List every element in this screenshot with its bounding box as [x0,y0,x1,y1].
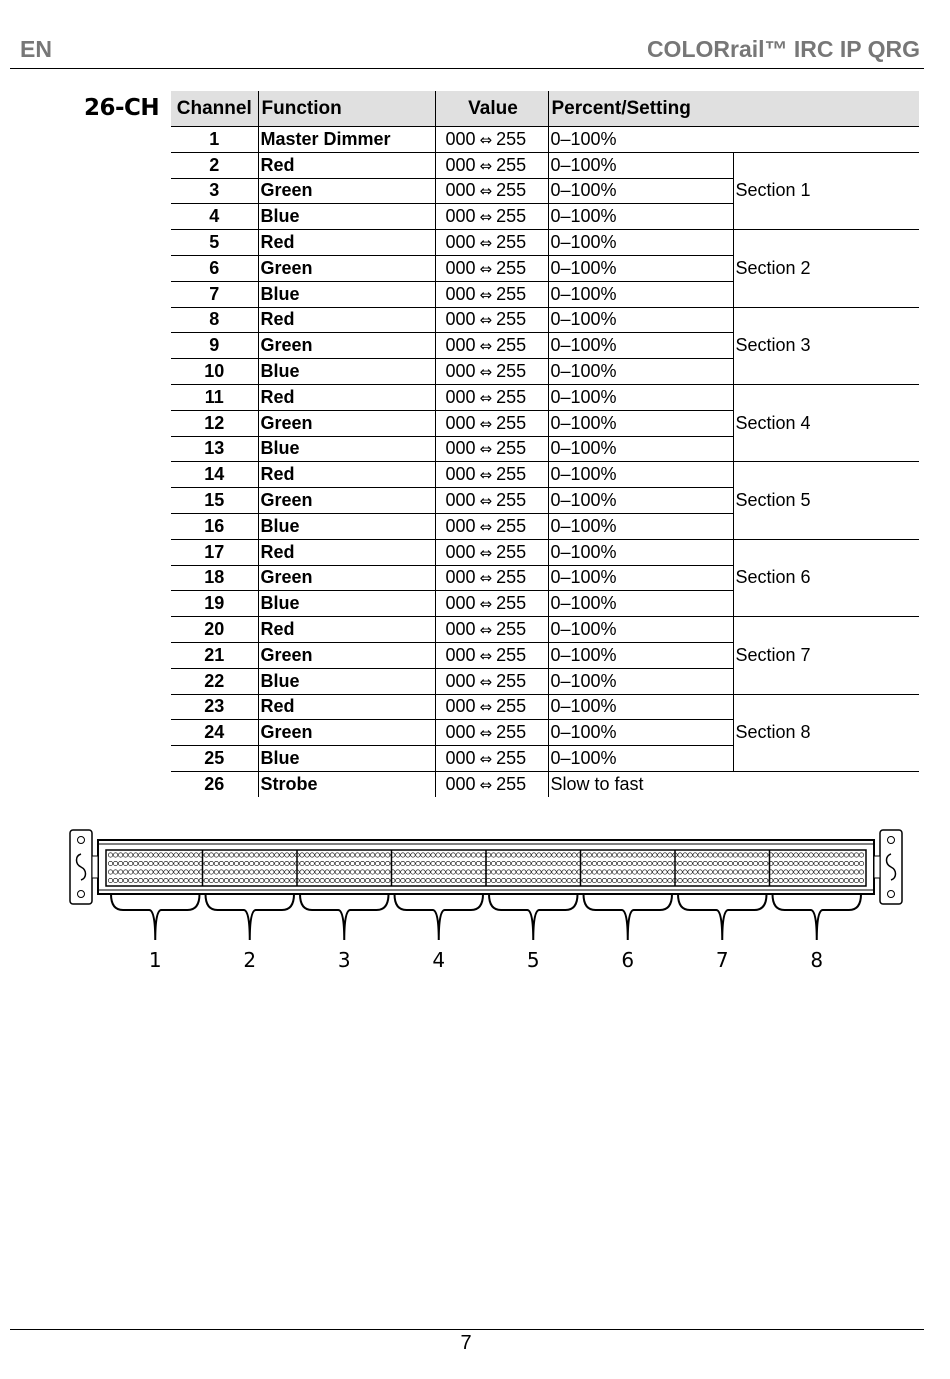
value-to: 255 [496,386,527,407]
percent-setting: 0–100% [548,462,733,488]
value-range [435,694,548,720]
value-range [435,462,548,488]
section-label: Section 3 [733,307,919,384]
section-brace [678,894,767,940]
section-number: 1 [148,948,162,972]
header-divider [10,68,924,69]
value-from: 000 [445,515,476,536]
value-from: 000 [445,490,476,511]
table-body [171,127,919,797]
channel-function: Blue [258,746,435,772]
double-arrow-icon: ⇔ [479,646,493,665]
value-from: 000 [445,412,476,433]
percent-setting: 0–100% [548,359,733,385]
double-arrow-icon: ⇔ [479,595,493,614]
channel-number: 13 [171,436,258,462]
double-arrow-icon: ⇔ [479,569,493,588]
percent-setting: 0–100% [548,668,733,694]
right-mounting-bracket [874,830,902,904]
table-row [171,462,919,488]
channel-number: 26 [171,771,258,796]
percent-setting: 0–100% [548,591,733,617]
percent-setting: Slow to fast [550,773,644,794]
value-from: 000 [445,464,476,485]
value-to: 255 [496,464,527,485]
channel-function: Blue [258,281,435,307]
percent-setting: 0–100% [548,230,733,256]
value-to: 255 [496,180,527,201]
value-to: 255 [496,309,527,330]
value-range [435,152,548,178]
channel-number: 22 [171,668,258,694]
channel-number: 19 [171,591,258,617]
value-to: 255 [496,773,527,794]
table-row [171,539,919,565]
value-to: 255 [496,748,527,769]
table-row [171,152,919,178]
value-from: 000 [445,361,476,382]
value-range [435,720,548,746]
percent-setting: 0–100% [548,720,733,746]
value-range [435,178,548,204]
section-brace [584,894,673,940]
fixture-section-diagram [66,822,908,982]
value-to: 255 [496,154,527,175]
section-number: 6 [621,948,635,972]
section-brace [773,894,862,940]
value-range [435,436,548,462]
percent-setting: 0–100% [548,178,733,204]
channel-function: Red [258,152,435,178]
value-to: 255 [496,593,527,614]
channel-function: Red [258,539,435,565]
table-row [171,617,919,643]
value-from: 000 [445,670,476,691]
section-label: Section 6 [733,539,919,616]
percent-setting: 0–100% [548,281,733,307]
value-range [435,513,548,539]
channel-number: 20 [171,617,258,643]
percent-setting: 0–100% [548,642,733,668]
percent-setting: 0–100% [548,204,733,230]
double-arrow-icon: ⇔ [479,388,493,407]
value-range [435,488,548,514]
double-arrow-icon: ⇔ [479,750,493,769]
section-label: Section 7 [733,617,919,694]
section-label: Section 4 [733,384,919,461]
percent-setting: 0–100% [548,565,733,591]
table-row [171,127,919,153]
section-label: Section 2 [733,230,919,307]
value-range [435,127,548,153]
double-arrow-icon: ⇔ [479,182,493,201]
percent-setting: 0–100% [548,513,733,539]
channel-function: Blue [258,668,435,694]
value-range [435,617,548,643]
section-brace [395,894,484,940]
value-from: 000 [445,722,476,743]
channel-number: 10 [171,359,258,385]
channel-number: 23 [171,694,258,720]
channel-number: 18 [171,565,258,591]
value-to: 255 [496,128,527,149]
channel-function: Green [258,333,435,359]
value-from: 000 [445,335,476,356]
channel-number: 3 [171,178,258,204]
value-from: 000 [445,593,476,614]
value-range [435,281,548,307]
double-arrow-icon: ⇔ [479,698,493,717]
double-arrow-icon: ⇔ [479,517,493,536]
double-arrow-icon: ⇔ [479,543,493,562]
double-arrow-icon: ⇔ [479,234,493,253]
channel-number: 24 [171,720,258,746]
table-row [171,307,919,333]
section-number: 2 [243,948,257,972]
value-to: 255 [496,438,527,459]
percent-setting: 0–100% [548,746,733,772]
table-header-row [171,91,919,127]
value-from: 000 [445,748,476,769]
channel-number: 15 [171,488,258,514]
section-number: 3 [337,948,351,972]
section-label: Section 5 [733,462,919,539]
percent-setting: 0–100% [548,152,733,178]
channel-function: Blue [258,591,435,617]
value-range [435,204,548,230]
value-to: 255 [496,670,527,691]
value-to: 255 [496,722,527,743]
channel-function: Red [258,384,435,410]
double-arrow-icon: ⇔ [479,285,493,304]
channel-function: Green [258,255,435,281]
value-range [435,410,548,436]
percent-setting: 0–100% [548,617,733,643]
channel-number: 8 [171,307,258,333]
channel-function: Red [258,307,435,333]
channel-function: Red [258,462,435,488]
percent-setting: 0–100% [548,307,733,333]
channel-function: Blue [258,204,435,230]
value-range [435,384,548,410]
value-range [435,668,548,694]
channel-number: 5 [171,230,258,256]
channel-number: 9 [171,333,258,359]
channel-number: 2 [171,152,258,178]
channel-function: Green [258,488,435,514]
double-arrow-icon: ⇔ [479,440,493,459]
channel-function: Red [258,617,435,643]
value-range [435,642,548,668]
section-number: 4 [432,948,446,972]
value-from: 000 [445,283,476,304]
value-from: 000 [445,386,476,407]
channel-number: 14 [171,462,258,488]
section-braces [111,894,861,972]
value-range [435,307,548,333]
value-from: 000 [445,619,476,640]
section-brace [206,894,295,940]
value-to: 255 [496,644,527,665]
value-to: 255 [496,541,527,562]
table-row [171,230,919,256]
column-header-percent: Percent/Setting [548,91,919,127]
channel-function: Strobe [258,771,435,796]
percent-setting: 0–100% [548,255,733,281]
percent-setting: 0–100% [548,436,733,462]
table-row [171,694,919,720]
value-from: 000 [445,567,476,588]
value-from: 000 [445,154,476,175]
table-row [171,771,919,796]
value-range [435,565,548,591]
percent-setting: 0–100% [548,410,733,436]
channel-function: Blue [258,436,435,462]
value-to: 255 [496,696,527,717]
value-range [435,771,548,796]
double-arrow-icon: ⇔ [479,775,493,794]
section-label: Section 1 [733,152,919,229]
percent-setting: 0–100% [548,333,733,359]
table-row [171,384,919,410]
column-header-function: Function [258,91,435,127]
value-range [435,746,548,772]
double-arrow-icon: ⇔ [479,337,493,356]
double-arrow-icon: ⇔ [479,466,493,485]
channel-number: 16 [171,513,258,539]
value-range [435,230,548,256]
channel-function: Red [258,694,435,720]
column-header-channel: Channel [171,91,258,127]
channel-number: 17 [171,539,258,565]
double-arrow-icon: ⇔ [479,311,493,330]
percent-setting: 0–100% [548,384,733,410]
value-to: 255 [496,515,527,536]
value-from: 000 [445,232,476,253]
dmx-mode-label: 26-CH [84,95,160,121]
double-arrow-icon: ⇔ [479,492,493,511]
value-from: 000 [445,206,476,227]
section-number: 8 [810,948,824,972]
channel-function: Green [258,720,435,746]
value-range [435,255,548,281]
value-from: 000 [445,438,476,459]
channel-number: 12 [171,410,258,436]
channel-number: 11 [171,384,258,410]
section-label: Section 8 [733,694,919,771]
double-arrow-icon: ⇔ [479,621,493,640]
section-brace [111,894,200,940]
channel-function: Red [258,230,435,256]
value-to: 255 [496,619,527,640]
value-to: 255 [496,361,527,382]
channel-function: Green [258,410,435,436]
dmx-channel-table [171,91,919,797]
channel-number: 4 [171,204,258,230]
value-from: 000 [445,773,476,794]
channel-number: 1 [171,127,258,153]
value-to: 255 [496,283,527,304]
percent-setting: 0–100% [548,539,733,565]
value-range [435,591,548,617]
value-to: 255 [496,490,527,511]
document-title: COLORrail™ IRC IP QRG [646,36,920,62]
value-to: 255 [496,206,527,227]
double-arrow-icon: ⇔ [479,259,493,278]
channel-function: Green [258,642,435,668]
channel-function: Green [258,565,435,591]
value-to: 255 [496,412,527,433]
value-from: 000 [445,128,476,149]
value-from: 000 [445,696,476,717]
value-range [435,539,548,565]
section-brace [300,894,389,940]
channel-function: Master Dimmer [258,127,435,153]
double-arrow-icon: ⇔ [479,724,493,743]
value-from: 000 [445,541,476,562]
channel-number: 6 [171,255,258,281]
double-arrow-icon: ⇔ [479,130,493,149]
percent-setting: 0–100% [548,694,733,720]
percent-setting: 0–100% [548,488,733,514]
double-arrow-icon: ⇔ [479,208,493,227]
channel-number: 21 [171,642,258,668]
language-label: EN [20,36,52,62]
double-arrow-icon: ⇔ [479,156,493,175]
section-brace [489,894,578,940]
channel-function: Blue [258,513,435,539]
left-mounting-bracket [70,830,98,904]
channel-number: 25 [171,746,258,772]
value-from: 000 [445,644,476,665]
double-arrow-icon: ⇔ [479,672,493,691]
column-header-value: Value [435,91,548,127]
channel-function: Green [258,178,435,204]
value-range [435,359,548,385]
value-to: 255 [496,257,527,278]
value-from: 000 [445,257,476,278]
double-arrow-icon: ⇔ [479,363,493,382]
channel-function: Blue [258,359,435,385]
value-to: 255 [496,232,527,253]
percent-setting: 0–100% [548,127,919,153]
channel-number: 7 [171,281,258,307]
value-range [435,333,548,359]
footer-divider [10,1329,924,1330]
value-to: 255 [496,567,527,588]
double-arrow-icon: ⇔ [479,414,493,433]
value-from: 000 [445,180,476,201]
section-number: 5 [526,948,540,972]
section-number: 7 [715,948,729,972]
value-to: 255 [496,335,527,356]
page-number: 7 [460,1332,472,1354]
value-from: 000 [445,309,476,330]
